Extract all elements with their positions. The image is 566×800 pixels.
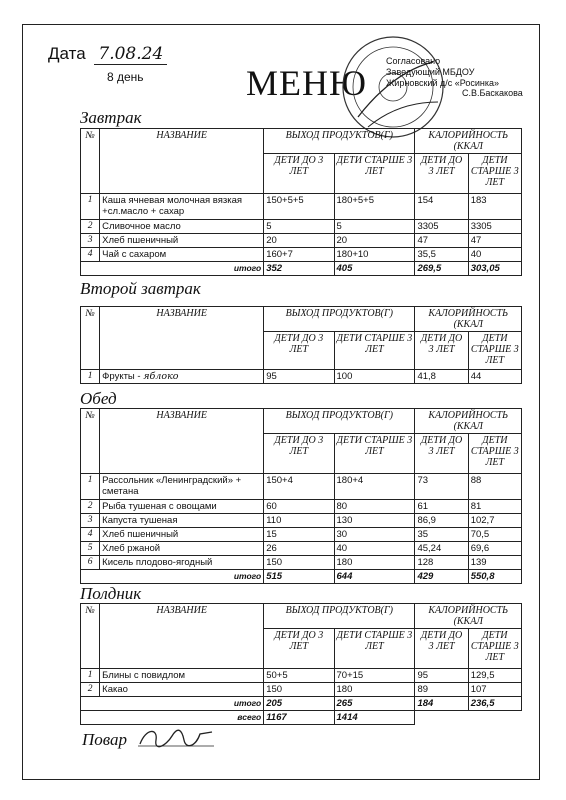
grand-total-row xyxy=(81,711,522,725)
row-output-under3: 5 xyxy=(264,220,334,234)
grand-total-blank xyxy=(415,711,522,725)
row-cal-under3: 154 xyxy=(415,194,468,220)
row-cal-over3: 88 xyxy=(468,474,521,500)
row-cal-under3: 3305 xyxy=(415,220,468,234)
row-cal-under3: 89 xyxy=(415,683,468,697)
col-name: НАЗВАНИЕ xyxy=(100,307,264,370)
total-cal-over3: 303,05 xyxy=(468,262,521,276)
col-num: № xyxy=(81,307,100,370)
row-cal-over3: 107 xyxy=(468,683,521,697)
row-output-over3: 180+4 xyxy=(334,474,415,500)
row-output-over3: 180+10 xyxy=(334,248,415,262)
row-output-over3: 80 xyxy=(334,500,415,514)
col-over3: ДЕТИ СТАРШЕ 3 ЛЕТ xyxy=(334,434,415,474)
col-over3: ДЕТИ СТАРШЕ 3 ЛЕТ xyxy=(334,332,415,370)
row-output-over3: 180 xyxy=(334,683,415,697)
row-num: 3 xyxy=(81,514,100,528)
section-title-lunch: Обед xyxy=(80,389,117,408)
row-num: 1 xyxy=(81,669,100,683)
col-under3: ДЕТИ ДО 3 ЛЕТ xyxy=(264,154,334,194)
total-row xyxy=(81,570,522,584)
total-label: итого xyxy=(81,262,264,276)
row-cal-under3: 95 xyxy=(415,669,468,683)
col-output: ВЫХОД ПРОДУКТОВ(Г) xyxy=(264,129,415,154)
table-row xyxy=(81,474,522,500)
row-output-over3: 180+5+5 xyxy=(334,194,415,220)
row-cal-over3: 129,5 xyxy=(468,669,521,683)
col-name: НАЗВАНИЕ xyxy=(100,409,264,474)
row-num: 1 xyxy=(81,370,100,384)
row-name: Какао xyxy=(100,683,264,697)
col-under3-cal: ДЕТИ ДО 3 ЛЕТ xyxy=(415,434,468,474)
col-under3: ДЕТИ ДО 3 ЛЕТ xyxy=(264,332,334,370)
table-header-row xyxy=(81,307,522,332)
col-num: № xyxy=(81,129,100,194)
col-under3-cal: ДЕТИ ДО 3 ЛЕТ xyxy=(415,332,468,370)
row-name: Блины с повидлом xyxy=(100,669,264,683)
row-output-under3: 95 xyxy=(264,370,334,384)
row-name: Рыба тушеная с овощами xyxy=(100,500,264,514)
date-row xyxy=(48,44,167,64)
table-header-row xyxy=(81,129,522,154)
table-header-row xyxy=(81,409,522,434)
col-name: НАЗВАНИЕ xyxy=(100,129,264,194)
total-row xyxy=(81,262,522,276)
row-num: 2 xyxy=(81,683,100,697)
row-output-over3: 30 xyxy=(334,528,415,542)
row-output-under3: 60 xyxy=(264,500,334,514)
approval-line-3: Жирновский д/с «Росинка» xyxy=(386,78,500,88)
table-header-row xyxy=(81,604,522,629)
section-title-snack: Полдник xyxy=(80,584,142,603)
col-output: ВЫХОД ПРОДУКТОВ(Г) xyxy=(264,604,415,629)
total-cal-over3: 550,8 xyxy=(468,570,521,584)
date-value: 7.08.24 xyxy=(94,44,167,65)
col-calories: КАЛОРИЙНОСТЬ (ККАЛ xyxy=(415,409,522,434)
row-output-under3: 150+4 xyxy=(264,474,334,500)
table-row xyxy=(81,542,522,556)
col-under3-cal: ДЕТИ ДО 3 ЛЕТ xyxy=(415,629,468,669)
table-row xyxy=(81,528,522,542)
table-row xyxy=(81,220,522,234)
row-num: 4 xyxy=(81,248,100,262)
row-output-over3: 40 xyxy=(334,542,415,556)
total-output-under3: 352 xyxy=(264,262,334,276)
row-num: 5 xyxy=(81,542,100,556)
col-calories: КАЛОРИЙНОСТЬ (ККАЛ xyxy=(415,604,522,629)
row-name: Сливочное масло xyxy=(100,220,264,234)
row-output-under3: 150 xyxy=(264,683,334,697)
row-cal-under3: 45,24 xyxy=(415,542,468,556)
row-name: Каша ячневая молочная вязкая +сл.масло + сахар xyxy=(100,194,264,220)
row-num: 3 xyxy=(81,234,100,248)
approval-block xyxy=(386,56,499,89)
row-output-under3: 110 xyxy=(264,514,334,528)
col-over3-cal: ДЕТИ СТАРШЕ 3 ЛЕТ xyxy=(468,434,521,474)
row-output-over3: 20 xyxy=(334,234,415,248)
total-row xyxy=(81,697,522,711)
total-output-under3: 515 xyxy=(264,570,334,584)
row-name: Чай с сахаром xyxy=(100,248,264,262)
date-label: Дата xyxy=(48,44,86,63)
approval-line-2: Заведующий МБДОУ xyxy=(386,67,475,77)
col-output: ВЫХОД ПРОДУКТОВ(Г) xyxy=(264,307,415,332)
table-row xyxy=(81,234,522,248)
row-output-over3: 5 xyxy=(334,220,415,234)
row-num: 4 xyxy=(81,528,100,542)
col-calories: КАЛОРИЙНОСТЬ (ККАЛ xyxy=(415,307,522,332)
row-name: Кисель плодово-ягодный xyxy=(100,556,264,570)
row-output-over3: 180 xyxy=(334,556,415,570)
total-output-over3: 405 xyxy=(334,262,415,276)
grand-total-under3: 1167 xyxy=(264,711,334,725)
row-cal-under3: 41,8 xyxy=(415,370,468,384)
total-output-over3: 644 xyxy=(334,570,415,584)
row-cal-over3: 70,5 xyxy=(468,528,521,542)
table-row xyxy=(81,248,522,262)
row-output-over3: 70+15 xyxy=(334,669,415,683)
row-cal-over3: 40 xyxy=(468,248,521,262)
col-name: НАЗВАНИЕ xyxy=(100,604,264,669)
row-cal-under3: 86,9 xyxy=(415,514,468,528)
menu-table-breakfast xyxy=(80,128,522,276)
row-num: 1 xyxy=(81,474,100,500)
total-cal-under3: 269,5 xyxy=(415,262,468,276)
signer-name: С.В.Баскакова xyxy=(462,88,523,98)
grand-total-over3: 1414 xyxy=(334,711,415,725)
section-title-breakfast: Завтрак xyxy=(80,108,142,127)
row-output-under3: 15 xyxy=(264,528,334,542)
cook-label: Повар xyxy=(82,730,128,749)
row-num: 2 xyxy=(81,500,100,514)
handwritten-fruit: яблоко xyxy=(143,371,179,382)
row-output-under3: 20 xyxy=(264,234,334,248)
col-over3-cal: ДЕТИ СТАРШЕ 3 ЛЕТ xyxy=(468,629,521,669)
row-output-under3: 160+7 xyxy=(264,248,334,262)
row-cal-over3: 44 xyxy=(468,370,521,384)
row-output-under3: 150+5+5 xyxy=(264,194,334,220)
col-num: № xyxy=(81,409,100,474)
table-row xyxy=(81,370,522,384)
signature-icon xyxy=(136,724,216,750)
row-cal-under3: 35 xyxy=(415,528,468,542)
row-name: Хлеб пшеничный xyxy=(100,234,264,248)
row-cal-over3: 69,6 xyxy=(468,542,521,556)
col-over3-cal: ДЕТИ СТАРШЕ 3 ЛЕТ xyxy=(468,154,521,194)
section-title-second-breakfast: Второй завтрак xyxy=(80,279,201,298)
menu-table-snack xyxy=(80,603,522,725)
row-num: 2 xyxy=(81,220,100,234)
row-cal-over3: 81 xyxy=(468,500,521,514)
row-cal-under3: 128 xyxy=(415,556,468,570)
col-under3-cal: ДЕТИ ДО 3 ЛЕТ xyxy=(415,154,468,194)
table-row xyxy=(81,194,522,220)
total-cal-under3: 429 xyxy=(415,570,468,584)
total-cal-under3: 184 xyxy=(415,697,468,711)
row-cal-over3: 183 xyxy=(468,194,521,220)
row-cal-under3: 61 xyxy=(415,500,468,514)
row-name-text: Фрукты - xyxy=(102,371,141,382)
row-name: Рассольник «Ленинградский» + сметана xyxy=(100,474,264,500)
table-row xyxy=(81,500,522,514)
total-output-over3: 265 xyxy=(334,697,415,711)
day-number: 8 день xyxy=(107,70,144,84)
col-under3: ДЕТИ ДО 3 ЛЕТ xyxy=(264,629,334,669)
table-row xyxy=(81,669,522,683)
table-row xyxy=(81,556,522,570)
row-output-under3: 26 xyxy=(264,542,334,556)
row-cal-over3: 3305 xyxy=(468,220,521,234)
grand-total-label: всего xyxy=(81,711,264,725)
row-cal-over3: 102,7 xyxy=(468,514,521,528)
col-calories: КАЛОРИЙНОСТЬ (ККАЛ xyxy=(415,129,522,154)
page-title: МЕНЮ xyxy=(246,63,367,103)
row-num: 6 xyxy=(81,556,100,570)
total-label: итого xyxy=(81,570,264,584)
col-under3: ДЕТИ ДО 3 ЛЕТ xyxy=(264,434,334,474)
table-row xyxy=(81,514,522,528)
row-output-under3: 150 xyxy=(264,556,334,570)
col-over3: ДЕТИ СТАРШЕ 3 ЛЕТ xyxy=(334,154,415,194)
row-cal-under3: 47 xyxy=(415,234,468,248)
row-output-over3: 100 xyxy=(334,370,415,384)
col-output: ВЫХОД ПРОДУКТОВ(Г) xyxy=(264,409,415,434)
menu-table-second-breakfast xyxy=(80,306,522,384)
total-label: итого xyxy=(81,697,264,711)
col-over3-cal: ДЕТИ СТАРШЕ 3 ЛЕТ xyxy=(468,332,521,370)
row-name xyxy=(100,370,264,384)
row-name: Капуста тушеная xyxy=(100,514,264,528)
row-cal-under3: 73 xyxy=(415,474,468,500)
approval-line-1: Согласовано xyxy=(386,56,441,66)
col-over3: ДЕТИ СТАРШЕ 3 ЛЕТ xyxy=(334,629,415,669)
menu-table-lunch xyxy=(80,408,522,584)
row-output-under3: 50+5 xyxy=(264,669,334,683)
total-cal-over3: 236,5 xyxy=(468,697,521,711)
row-name: Хлеб пшеничный xyxy=(100,528,264,542)
row-output-over3: 130 xyxy=(334,514,415,528)
row-name: Хлеб ржаной xyxy=(100,542,264,556)
total-output-under3: 205 xyxy=(264,697,334,711)
col-num: № xyxy=(81,604,100,669)
row-num: 1 xyxy=(81,194,100,220)
table-row xyxy=(81,683,522,697)
row-cal-over3: 139 xyxy=(468,556,521,570)
row-cal-over3: 47 xyxy=(468,234,521,248)
row-cal-under3: 35,5 xyxy=(415,248,468,262)
